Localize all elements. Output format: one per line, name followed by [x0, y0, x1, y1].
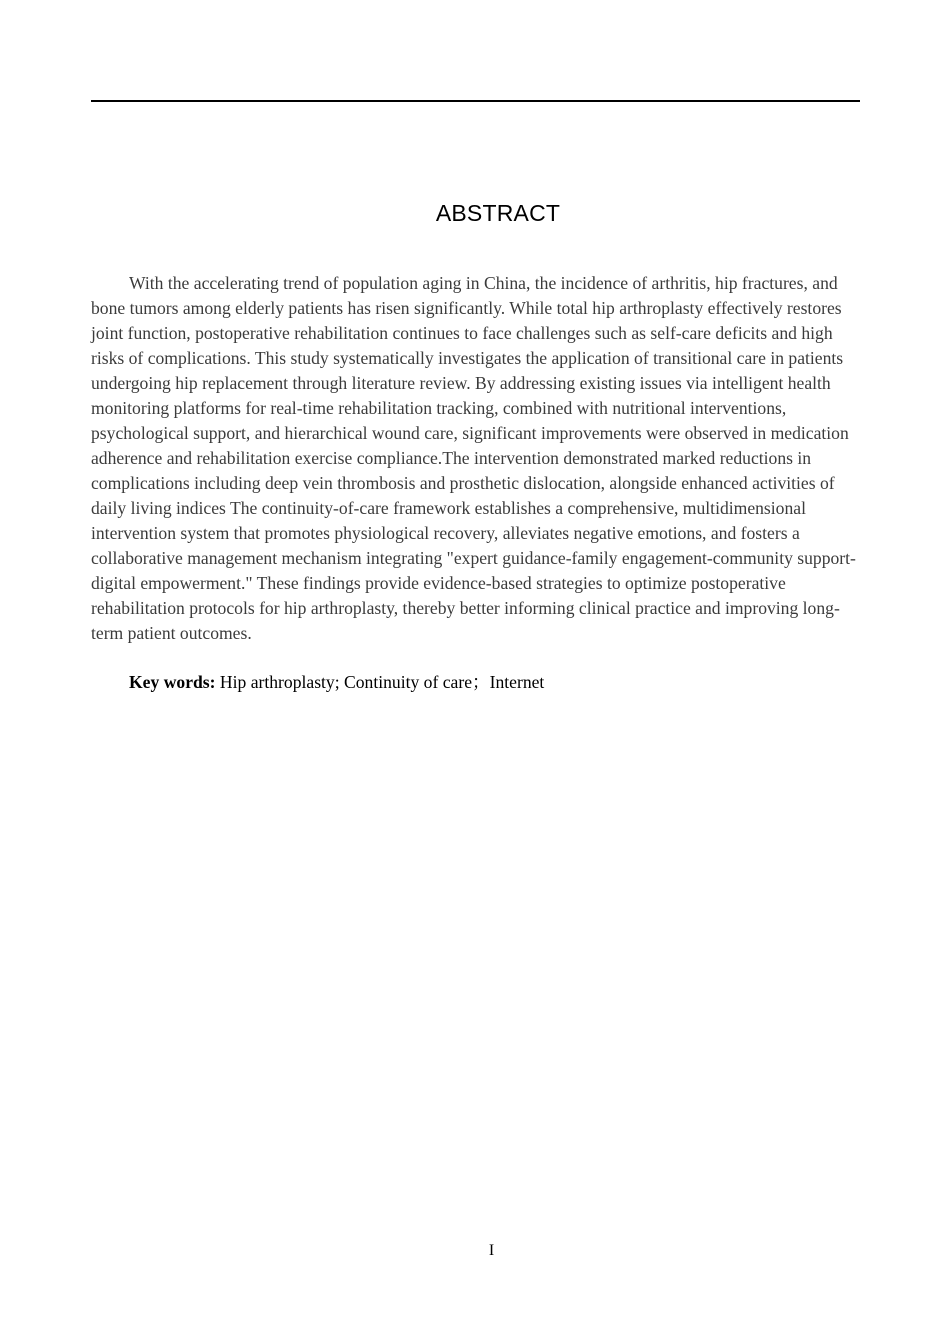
page-number: I — [488, 1242, 495, 1259]
keywords-text: Hip arthroplasty; Continuity of care；Internet — [215, 672, 545, 692]
abstract-title: ABSTRACT — [435, 200, 561, 226]
keywords-line — [91, 670, 860, 695]
header-rule — [91, 100, 860, 102]
abstract-body: With the accelerating trend of population aging in China, the incidence of arthritis, hip fractures, and bone tumors among elderly patients has risen significantly. While total hip arthroplasty effectively restores joint function, postoperative rehabilitation continues to face challenges such as self-care deficits and high risks of complications. This study systematically investigates the application of transitional care in patients undergoing hip replacement through literature review. By addressing existing issues via intelligent health monitoring platforms for real-time rehabilitation tracking, combined with nutritional interventions, psychological support, and hierarchical wound care, significant improvements were observed in medication adherence and rehabilitation exercise compliance.The intervention demonstrated marked reductions in complications including deep vein thrombosis and prosthetic dislocation, alongside enhanced activities of daily living indices The continuity-of-care framework establishes a comprehensive, multidimensional intervention system that promotes physiological recovery, alleviates negative emotions, and fosters a collaborative management mechanism integrating "expert guidance-family engagement-community support-digital empowerment." These findings provide evidence-based strategies to optimize postoperative rehabilitation protocols for hip arthroplasty, thereby better informing clinical practice and improving long-term patient outcomes. — [91, 273, 856, 643]
keywords-label: Key words: — [129, 672, 216, 692]
